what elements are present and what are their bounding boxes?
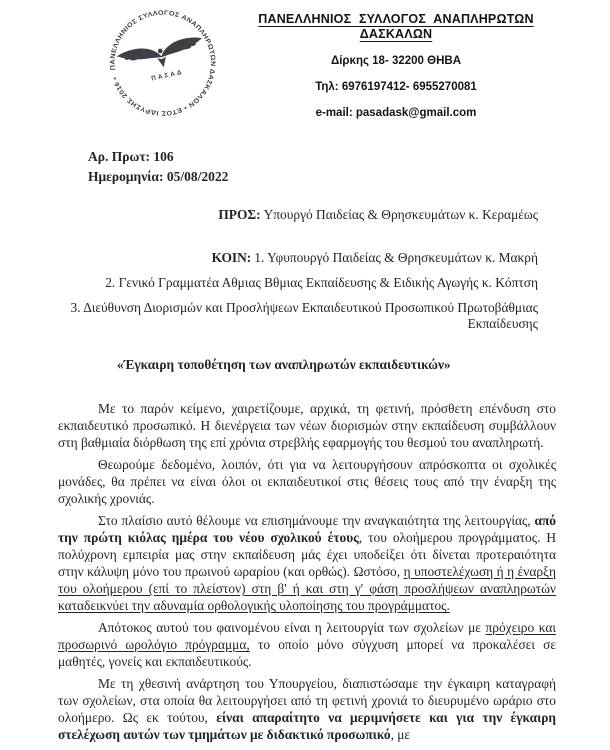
cc-label: ΚΟΙΝ: xyxy=(211,250,252,265)
text-segment: Θεωρούμε δεδομένο, λοιπόν, ότι για να λειτουργήσουν απρόσκοπτα οι σχολικές μονάδες, θα πρέπει να είναι όλοι οι εκπαιδευτικοί στις θέσεις τους από την έναρξη της σχολικής χρονιάς. xyxy=(58,457,556,506)
paragraph-5 xyxy=(58,675,556,743)
text-segment: πρόχειρο και προσωρινό ωρολόγιο πρόγραμμα, xyxy=(58,620,557,652)
text-segment: η υποστελέχωση ή η έναρξη του ολοήμερου (επί το πλείστον) στη β' ή και στη γ' φάση προσλήψεων αναπληρωτών καταδεικνύει την αδυναμία ορθολογικής υλοποίησης του προγράμματος. xyxy=(58,564,556,613)
cc-value-1: 1. Υφυπουργό Παιδείας & Θρησκευμάτων κ. Μακρή xyxy=(254,250,538,265)
recipient-cc-2: 2. Γενικό Γραμματέα Αθμιας Βθμιας Εκπαίδευσης & Ειδικής Αγωγής κ. Κόπτση xyxy=(105,275,538,290)
org-address: Δίρκης 18- 32200 ΘΗΒΑ xyxy=(330,55,462,67)
text-segment: Με το παρόν κείμενο, χαιρετίζουμε, αρχικά, τη φετινή, πρόσθετη επένδυση στο εκπαιδευτικό προσωπικό. Η διενέργεια των νέων διορισμών στην εκπαίδευση συμβάλλουν στη βαθμιαία διόρθωση της επί χρόνια στρεβλής εφαρμογής του θεσμού του αναπληρωτή. xyxy=(58,401,556,450)
text-segment: από την πρώτη κιόλας ημέρα του νέου σχολικού έτους xyxy=(58,513,556,545)
text-segment: το οποίο μόνο σύγχυση μπορεί να προκαλέσει σε μαθητές, γονείς και εκπαιδευτικούς. xyxy=(58,637,556,669)
paragraph-4 xyxy=(58,619,556,670)
recipient-cc-1 xyxy=(58,250,538,266)
letter-body xyxy=(58,356,556,748)
org-phone: Τηλ: 6976197412- 6955270081 xyxy=(315,81,477,93)
recipients-block xyxy=(58,207,538,341)
date-label: Ημερομηνία: xyxy=(88,169,164,184)
letter-date xyxy=(88,167,228,187)
protocol-label: Αρ. Πρωτ: xyxy=(88,149,151,164)
text-segment: Απότοκος αυτού του φαινομένου είναι η λειτουργία των σχολείων με xyxy=(98,620,486,635)
text-segment: , με xyxy=(390,727,411,742)
seal-ring-text: ΠΑΝΕΛΛΗΝΙΟΣ ΣΥΛΛΟΓΟΣ ΑΝΑΠΛΗΡΩΤΩΝ ΔΑΣΚΑΛΩΝ • ΕΤΟΣ ΙΔΡΥΣΗΣ 2016 • xyxy=(109,9,217,117)
letter-meta xyxy=(88,147,228,187)
text-segment: , του ολοήμερου προγράμματος. Η πολύχρονη εμπειρία μας στην εκπαίδευση μάς έχει υποδείξει ότι δίνεται προτεραιότητα στην κάλυψη μόνο του πρωινού ωραρίου (και ορθώς). Ωστόσο, xyxy=(58,530,556,579)
text-segment: Με τη χθεσινή ανάρτηση του Υπουργείου, διαπιστώσαμε την έγκαιρη καταγραφή των σχολείων, στα οποία θα λειτουργήσει από τη φετινή χρονιά το διευρυμένο ωράριο στο ολοήμερο. Ως εκ τούτου, xyxy=(58,676,556,725)
text-segment: Στο πλαίσιο αυτό θέλουμε να επισημάνουμε την αναγκαιότητα της λειτουργίας, xyxy=(98,513,535,528)
text-segment: είναι απαραίτητο να μεριμνήσετε και για την έγκαιρη στελέχωση αυτών των τμημάτων με διδακτικό προσωπικό xyxy=(58,710,556,742)
subject-line: «Έγκαιρη τοποθέτηση των αναπληρωτών εκπαιδευτικών» xyxy=(117,357,451,372)
to-label: ΠΡΟΣ: xyxy=(218,207,261,222)
paragraph-3 xyxy=(58,512,556,614)
date-value: 05/08/2022 xyxy=(166,169,229,184)
recipient-to xyxy=(58,207,538,223)
paragraph-1 xyxy=(58,400,556,451)
protocol-value: 106 xyxy=(153,149,174,164)
org-name: ΠΑΝΕΛΛΗΝΙΟΣ ΣΥΛΛΟΓΟΣ ΑΝΑΠΛΗΡΩΤΩΝ ΔΑΣΚΑΛΩΝ xyxy=(258,12,534,41)
recipient-cc-3: 3. Διεύθυνση Διορισμών και Προσλήψεων Εκπαιδευτικού Προσωπικού Πρωτοβάθμιας Εκπαίδευσης xyxy=(70,300,538,331)
organization-seal xyxy=(84,0,242,141)
seal-center-label: ΠΑΣΑΔ xyxy=(150,68,185,83)
org-email: e-mail: pasadask@gmail.com xyxy=(315,107,477,119)
seal-graphic xyxy=(84,0,242,141)
paragraph-2 xyxy=(58,456,556,507)
letterhead xyxy=(246,12,546,133)
eagle-icon xyxy=(116,35,207,77)
protocol-number xyxy=(88,147,228,167)
to-value: Υπουργό Παιδείας & Θρησκευμάτων κ. Κεραμέως xyxy=(263,207,538,222)
